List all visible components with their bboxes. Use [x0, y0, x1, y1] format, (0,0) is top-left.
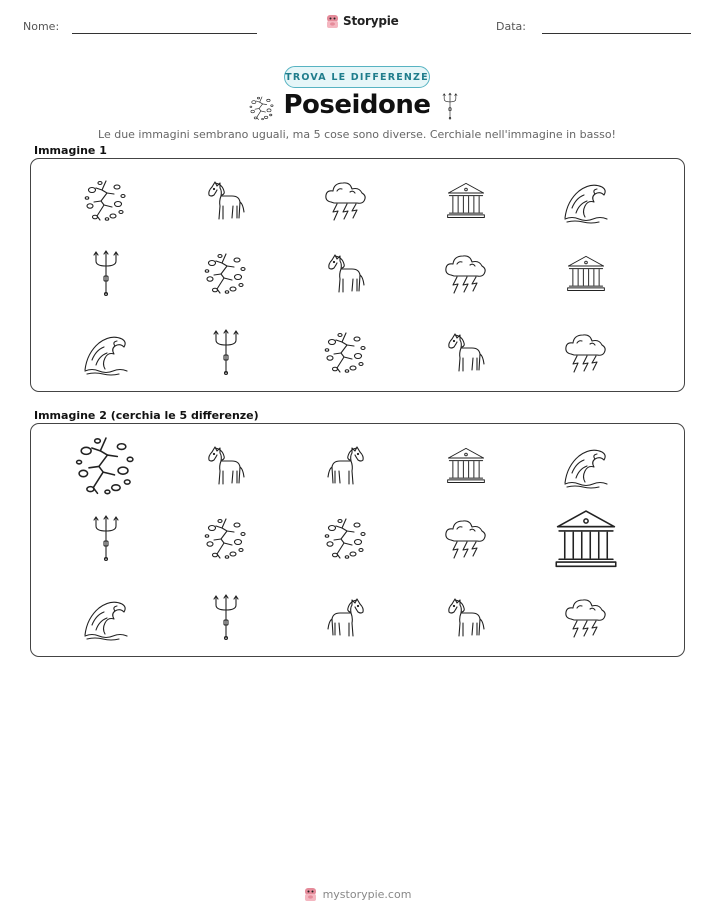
storm-icon[interactable]: [416, 503, 516, 573]
earthquake-icon: [248, 94, 276, 126]
instructions: Le due immagini sembrano uguali, ma 5 cose sono diverse. Cerchiale nell'immagine in basso!: [98, 128, 616, 141]
trident-icon: [436, 92, 464, 124]
brand-logo: [325, 13, 399, 29]
footer: [0, 886, 714, 902]
horse-icon[interactable]: [416, 582, 516, 652]
footer-url: mystorypie.com: [322, 887, 412, 901]
trident-icon[interactable]: [176, 582, 276, 652]
trident-icon[interactable]: [56, 503, 156, 573]
horse-icon[interactable]: [296, 430, 396, 500]
earthquake-icon: [56, 165, 156, 235]
page-title: Poseidone: [283, 90, 431, 120]
temple-icon: [416, 165, 516, 235]
temple-icon[interactable]: [416, 430, 516, 500]
storm-icon[interactable]: [536, 582, 636, 652]
brand-name: Storypie: [343, 14, 399, 28]
pig-mascot-icon: [303, 886, 318, 902]
date-write-line: [542, 33, 691, 34]
horse-icon: [416, 317, 516, 387]
wave-icon[interactable]: [56, 582, 156, 652]
image2-panel[interactable]: [30, 423, 685, 657]
earthquake-icon: [296, 317, 396, 387]
horse-icon[interactable]: [176, 430, 276, 500]
trident-icon: [176, 317, 276, 387]
storm-icon: [296, 165, 396, 235]
image1-panel: [30, 158, 685, 392]
name-label: Nome:: [23, 20, 60, 33]
storm-icon: [536, 317, 636, 387]
earthquake-icon[interactable]: [56, 430, 156, 500]
image2-label: Immagine 2 (cerchia le 5 differenze): [34, 409, 259, 422]
trident-icon: [56, 238, 156, 308]
name-write-line: [72, 33, 257, 34]
pig-mascot-icon: [325, 13, 340, 29]
horse-icon: [176, 165, 276, 235]
earthquake-icon[interactable]: [296, 503, 396, 573]
earthquake-icon[interactable]: [176, 503, 276, 573]
wave-icon: [56, 317, 156, 387]
wave-icon[interactable]: [536, 430, 636, 500]
date-label: Data:: [496, 20, 526, 33]
temple-icon[interactable]: [536, 503, 636, 573]
activity-badge: TROVA LE DIFFERENZE: [284, 66, 430, 88]
temple-icon: [536, 238, 636, 308]
horse-icon[interactable]: [296, 582, 396, 652]
wave-icon: [536, 165, 636, 235]
storm-icon: [416, 238, 516, 308]
image1-label: Immagine 1: [34, 144, 107, 157]
earthquake-icon: [176, 238, 276, 308]
horse-icon: [296, 238, 396, 308]
